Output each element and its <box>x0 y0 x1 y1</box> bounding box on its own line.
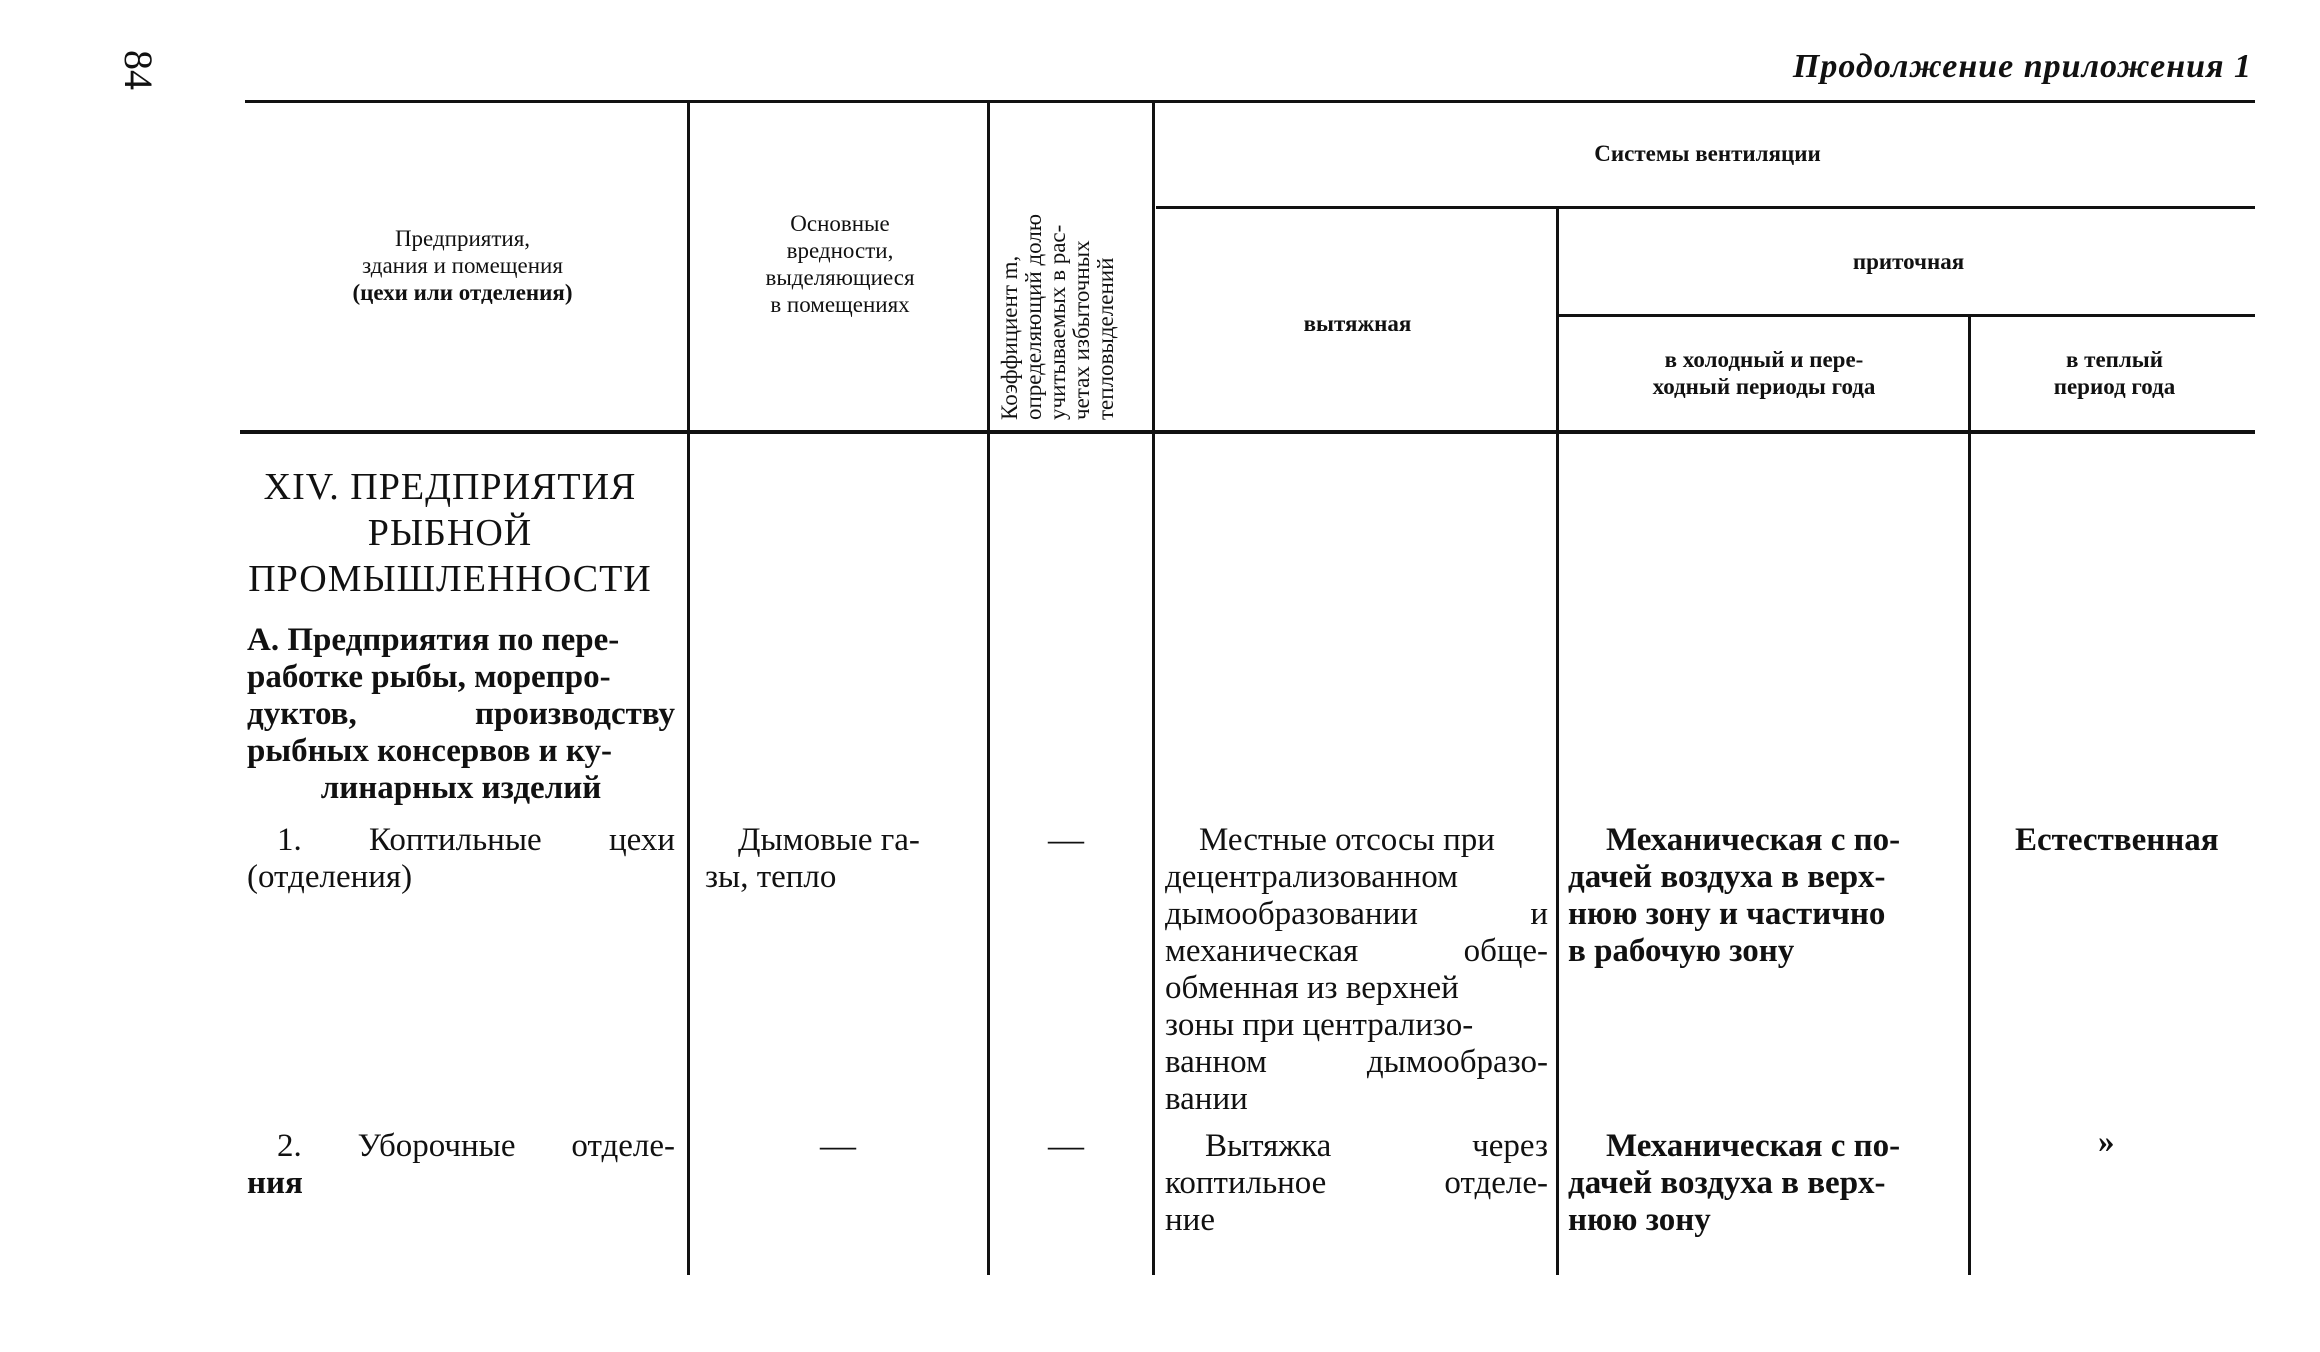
cell-line: дымообразовании и <box>1165 896 1548 932</box>
column-divider-5 <box>1968 317 1971 1275</box>
cell-line: коптильное отделе- <box>1165 1165 1548 1201</box>
supply-rule <box>1558 314 2255 317</box>
row1-coefficient: — <box>1048 819 1084 859</box>
row1-hazards <box>705 822 975 896</box>
header-enterprises <box>250 225 675 306</box>
header-supply-warm <box>1974 346 2255 400</box>
cell-line: Вытяжка через <box>1205 1128 1548 1164</box>
page-number: 84 <box>116 50 161 90</box>
cell-line: (отделения) <box>247 859 413 895</box>
cell-line: ния <box>247 1165 303 1201</box>
running-title: Продолжение приложения 1 <box>1792 48 2252 85</box>
header-line: Предприятия, <box>394 226 531 251</box>
group-rule <box>1156 206 2255 209</box>
header-bottom-rule <box>240 430 2255 434</box>
row2-exhaust <box>1165 1128 1548 1239</box>
section-title-line: ПРОМЫШЛЕННОСТИ <box>248 558 652 600</box>
cell-line: Местные отсосы при <box>1199 822 1495 858</box>
header-line: в помещениях <box>770 292 910 317</box>
header-line: тепловыделений <box>1093 257 1118 420</box>
cell-line: нюю зону <box>1568 1202 1711 1238</box>
subtitle-line: дуктов, производству <box>247 696 675 732</box>
cell-line: 1. Коптильные цехи <box>277 822 675 858</box>
cell-line: нюю зону и частично <box>1568 896 1886 932</box>
header-line: четах избыточных <box>1069 240 1094 420</box>
row2-supply-warm: » <box>2098 1124 2115 1160</box>
subtitle-line: А. Предприятия по пере- <box>247 622 620 658</box>
header-line: Основные <box>790 211 890 236</box>
header-hazards <box>695 210 985 318</box>
cell-line: вании <box>1165 1081 1248 1117</box>
cell-line: зы, тепло <box>705 859 837 895</box>
row1-enterprise <box>247 822 675 896</box>
header-line: период года <box>2053 374 2176 399</box>
cell-line: в рабочую зону <box>1568 933 1795 969</box>
column-divider-3 <box>1152 103 1155 1275</box>
header-line: вредности, <box>786 238 894 263</box>
row1-supply-cold <box>1568 822 1960 970</box>
row1-exhaust <box>1165 822 1548 1118</box>
subtitle-line: рыбных консервов и ку- <box>247 733 612 769</box>
row2-enterprise <box>247 1128 675 1202</box>
cell-line: механическая обще- <box>1165 933 1548 969</box>
row2-coefficient: — <box>1048 1125 1084 1165</box>
header-line: определяющий долю <box>1021 213 1046 420</box>
cell-line: дачей воздуха в верх- <box>1568 1165 1886 1201</box>
header-ventilation-systems: Системы вентиляции <box>1594 141 1821 166</box>
column-divider-1 <box>687 103 690 1275</box>
header-line: здания и помещения <box>362 253 563 278</box>
section-title-line: РЫБНОЙ <box>367 512 533 554</box>
section-title <box>245 464 655 602</box>
cell-line: Дымовые га- <box>738 822 920 858</box>
header-line: ходный периоды года <box>1652 374 1876 399</box>
subtitle-line: линарных изделий <box>320 770 602 806</box>
section-subtitle <box>247 622 675 807</box>
row1-supply-warm: Естественная <box>2015 822 2219 858</box>
cell-line: обменная из верхней <box>1165 970 1459 1006</box>
cell-line: ние <box>1165 1202 1215 1238</box>
cell-line: дачей воздуха в верх- <box>1568 859 1886 895</box>
row2-hazards: — <box>820 1125 856 1165</box>
header-line: учитываемых в рас- <box>1045 224 1070 420</box>
cell-line: ванном дымообразо- <box>1165 1044 1548 1080</box>
column-divider-2 <box>987 103 990 1275</box>
row2-supply-cold <box>1568 1128 1960 1239</box>
cell-line: децентрализованном <box>1165 859 1459 895</box>
cell-line: 2. Уборочные отделе- <box>277 1128 675 1164</box>
header-line: выделяющиеся <box>765 265 915 290</box>
header-supply: приточная <box>1852 249 1965 274</box>
column-divider-4 <box>1556 209 1559 1275</box>
header-line: в теплый <box>2065 347 2164 372</box>
section-title-line: XIV. ПРЕДПРИЯТИЯ <box>263 466 637 508</box>
header-exhaust: вытяжная <box>1303 311 1412 336</box>
header-line: в холодный и пере- <box>1664 347 1864 372</box>
cell-line: Механическая с по- <box>1606 822 1901 858</box>
header-supply-cold <box>1562 346 1966 400</box>
header-coefficient <box>998 214 1118 420</box>
cell-line: зоны при централизо- <box>1165 1007 1474 1043</box>
header-line: Коэффициент m, <box>997 255 1022 420</box>
header-line: (цехи или отделения) <box>352 280 573 305</box>
subtitle-line: работке рыбы, морепро- <box>247 659 611 695</box>
cell-line: Механическая с по- <box>1606 1128 1901 1164</box>
table-top-rule <box>245 100 2255 103</box>
